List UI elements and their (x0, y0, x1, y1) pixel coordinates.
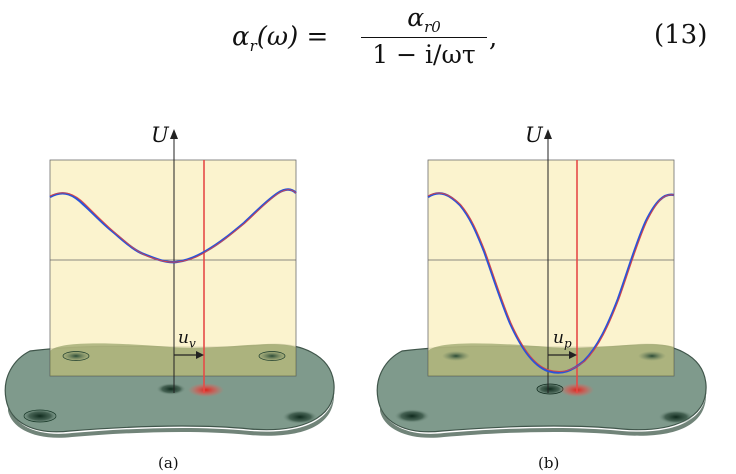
panel-a-drawing (0, 115, 336, 447)
panel-a (0, 115, 336, 447)
defect (282, 410, 318, 424)
surface-band (50, 343, 296, 376)
defect (22, 409, 58, 423)
y-axis-arrowhead (544, 129, 552, 139)
equation-numerator: $\alpha_{r0}$ (407, 3, 441, 36)
y-axis-label-a: U (151, 123, 169, 147)
arrow-label-a: $u_v$ (178, 328, 196, 351)
panel-b-drawing (372, 115, 708, 447)
fraction-bar (361, 37, 487, 38)
defect-center (156, 383, 186, 395)
y-axis-arrowhead (170, 129, 178, 139)
defect (442, 351, 470, 361)
particle-red (188, 383, 224, 397)
equation-number: (13) (654, 20, 708, 50)
equation-lhs: $\alpha_r(\omega)$ = (232, 22, 329, 56)
defect (258, 351, 286, 361)
defect (658, 410, 694, 424)
defect (638, 351, 666, 361)
equation-fraction (361, 3, 487, 70)
defect (394, 409, 430, 423)
equation-comma: , (489, 23, 498, 53)
equation-denominator: 1 − i/ωτ (372, 40, 476, 69)
caption-a: (a) (158, 454, 179, 472)
caption-b: (b) (538, 454, 560, 472)
arrow-label-b: $u_p$ (553, 328, 572, 351)
defect (62, 351, 90, 361)
y-axis-label-b: U (525, 123, 543, 147)
equation-13 (0, 0, 736, 70)
panel-b (372, 115, 708, 447)
